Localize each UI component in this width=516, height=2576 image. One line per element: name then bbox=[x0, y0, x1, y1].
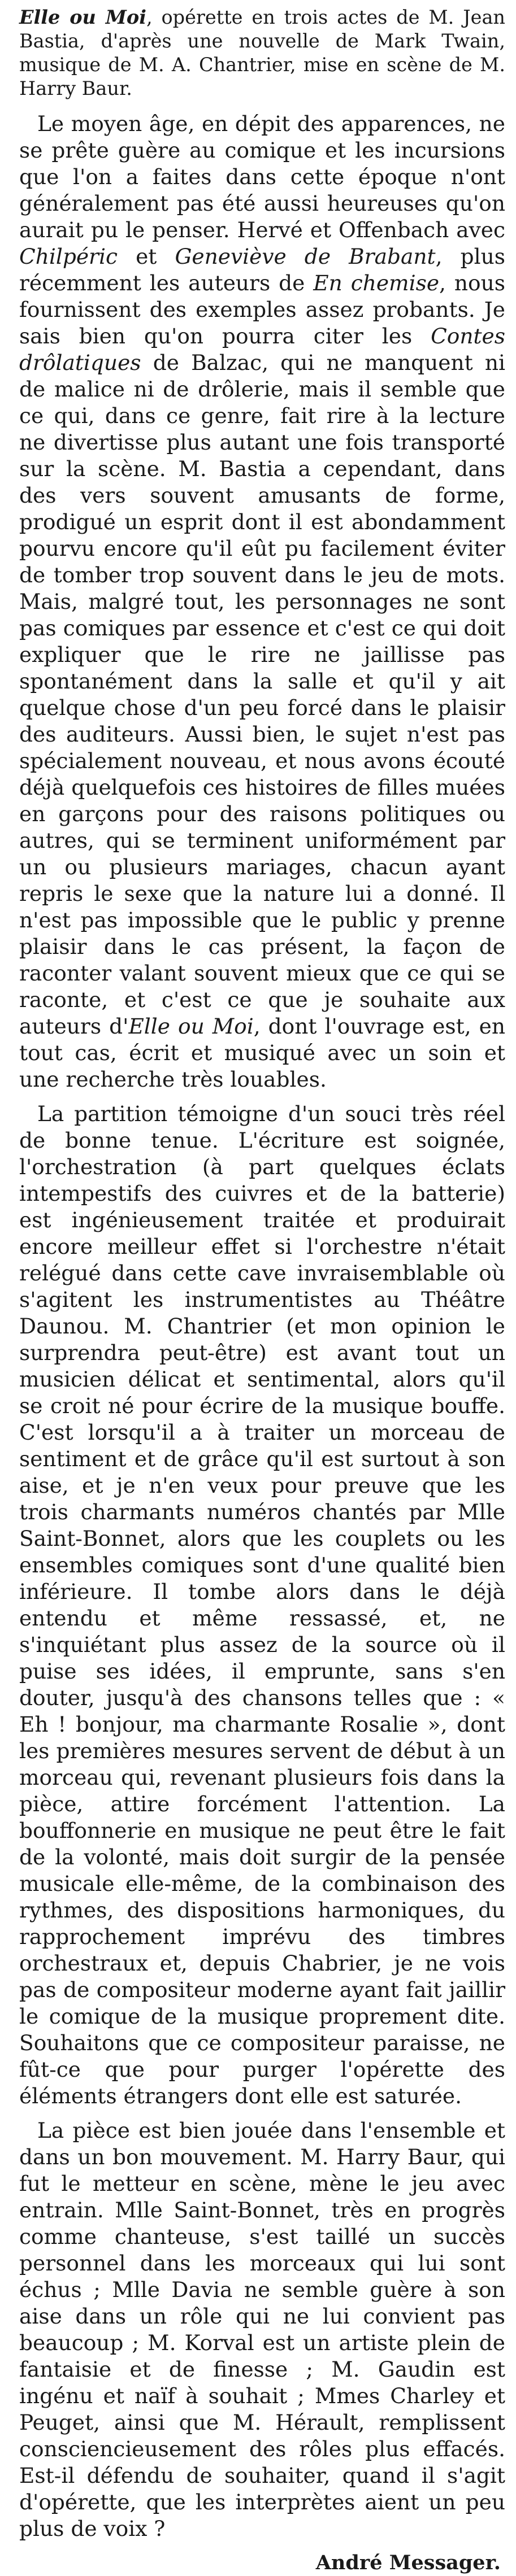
review-article bbox=[19, 6, 505, 2576]
paragraph-text: et bbox=[117, 244, 175, 269]
paragraph-text: , dont l'ouvrage est, en tout cas, écrit et musiqué avec un soin et une recherche très louables. bbox=[19, 1014, 506, 1092]
work-reference-contes: Contes drôlatiques bbox=[19, 324, 505, 375]
paragraph-text: , nous fournissent des exemples assez probants. Je sais bien qu'on pourra citer les bbox=[19, 271, 505, 348]
paragraph-music: La partition témoigne d'un souci très réel de bonne tenue. L'écriture est soignée, l'orchestration (à part quelques éclats intempestifs des cuivres et de la batterie) est ingénieusement traitée et produirait encore meilleur effet si l'orchestre n'était relégué dans cette cave invraisemblable où s'agitent les instrumentistes au Théâtre Daunou. M. Chantrier (et mon opinion le surprendra peut-être) est avant tout un musicien délicat et sentimental, alors qu'il se croit né pour écrire de la musique bouffe. C'est lorsqu'il a à traiter un morceau de sentiment et de grâce qu'il est surtout à son aise, et je n'en veux pour preuve que les trois charmants numéros chantés par Mlle Saint-Bonnet, alors que les couplets ou les ensembles comiques sont d'une qualité bien inférieure. Il tombe alors dans le déjà entendu et même ressassé, et, ne s'inquiétant plus assez de la source où il puise ses idées, il emprunte, sans s'en douter, jusqu'à des chansons telles que : « Eh ! bonjour, ma charmante Rosalie », dont les premières mesures servent de début à un morceau qui, revenant plusieurs fois dans la pièce, attire forcément l'attention. La bouffonnerie en musique ne peut être le fait de la volonté, mais doit surgir de la pensée musicale elle-même, de la combinaison des rythmes, des dispositions harmoniques, du rapprochement imprévu des timbres orchestraux et, depuis Chabrier, je ne vois pas de compositeur moderne ayant fait jaillir le comique de la musique proprement dite. Souhaitons que ce compositeur paraisse, ne fût-ce que pour purger l'opérette des éléments étrangers dont elle est saturée. bbox=[19, 1101, 505, 2108]
paragraph-text: de Balzac, qui ne manquent ni de malice ni de drôlerie, mais il semble que ce qui, dans ce genre, fait rire à la lecture ne divertisse plus autant une fois transporté sur la scène. M. Bastia a cependant, dans des vers souvent amusants de forme, prodigué un esprit dont il est abondamment pourvu encore qu'il eût pu facilement éviter de tomber trop souvent dans le jeu de mots. Mais, malgré tout, les personnages ne sont pas comiques par essence et c'est ce qui doit expliquer que le rire ne jaillisse pas spontanément dans la salle et qu'il y ait quelque chose d'un peu forcé dans le plaisir des auditeurs. Aussi bien, le sujet n'est pas spécialement nouveau, et nous avons écouté déjà quelquefois ces histoires de filles muées en garçons pour des raisons politiques ou autres, qui se terminent uniformément par un ou plusieurs mariages, chacun ayant repris le sexe que la nature lui a donné. Il n'est pas impossible que le public y prenne plaisir dans le cas présent, la façon de raconter valant souvent mieux que ce qui se raconte, et c'est ce que je souhaite aux auteurs d' bbox=[19, 350, 505, 1039]
paragraph-text: , plus récemment les auteurs de bbox=[19, 244, 505, 295]
work-reference-genevieve: Geneviève de Brabant bbox=[175, 244, 436, 269]
review-header bbox=[19, 6, 505, 101]
work-reference-en-chemise: En chemise bbox=[313, 271, 440, 295]
work-reference-elle-ou-moi: Elle ou Moi bbox=[128, 1014, 254, 1039]
paragraph-text: Le moyen âge, en dépit des apparences, ne se prête guère au comique et les incursions que l'on a faites dans cette époque n'ont généralement pas été aussi heureuses qu'on aurait pu le penser. Hervé et Offenbach avec bbox=[19, 111, 505, 242]
paragraph-performance: La pièce est bien jouée dans l'ensemble et dans un bon mouvement. M. Harry Baur, qui fut le metteur en scène, mène le jeu avec entrain. Mlle Saint-Bonnet, très en progrès comme chanteuse, s'est taillé un succès personnel dans les morceaux qui lui sont échus ; Mlle Davia ne semble guère à son aise dans un rôle qui ne lui convient pas beaucoup ; M. Korval est un artiste plein de fantaisie et de finesse ; M. Gaudin est ingénu et naïf à souhait ; Mmes Charley et Peuget, ainsi que M. Hérault, remplissent consciencieusement des rôles plus effacés. Est-il défendu de souhaiter, quand il s'agit d'opérette, que les interprètes aient un peu plus de voix ? bbox=[19, 2118, 505, 2541]
header-description: , opérette en trois actes de M. Jean Bastia, d'après une nouvelle de Mark Twain, musique de M. A. Chantrier, mise en scène de M. Harry Baur. bbox=[19, 6, 505, 99]
work-title: Elle ou Moi bbox=[19, 6, 146, 28]
work-reference-chilperic: Chilpéric bbox=[19, 244, 118, 269]
paragraph-intro bbox=[19, 111, 505, 1093]
author-signature: André Messager. bbox=[315, 2551, 501, 2574]
